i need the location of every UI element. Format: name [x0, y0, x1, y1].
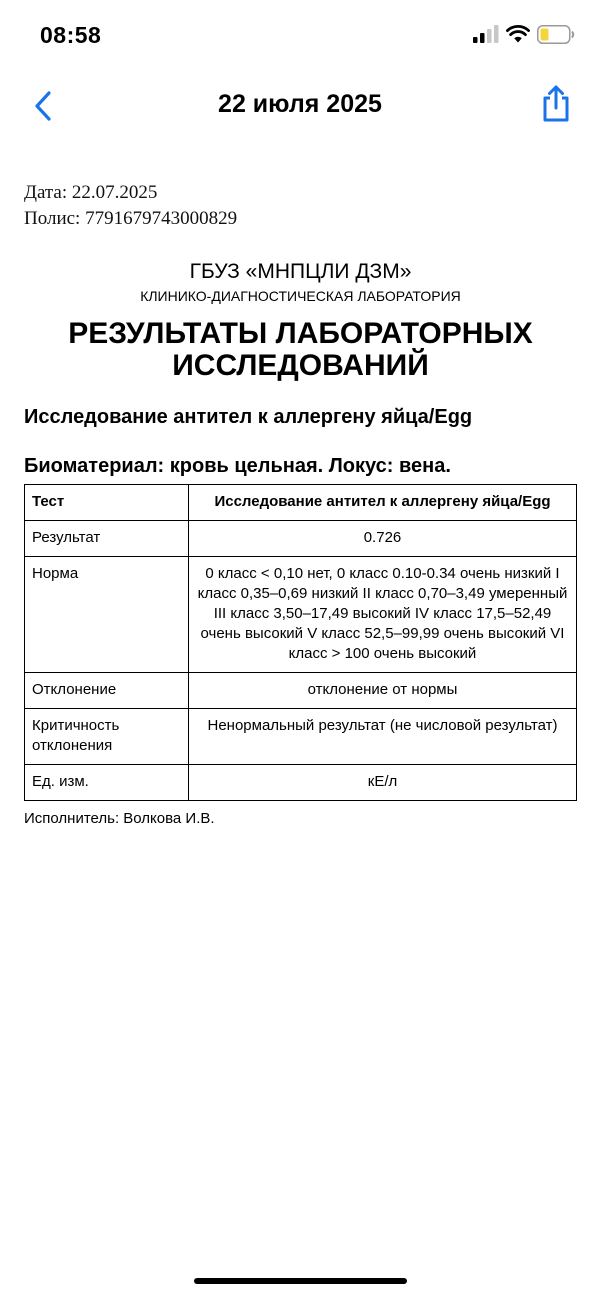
policy-number: Полис: 7791679743000829: [24, 208, 238, 229]
status-bar: [0, 0, 600, 70]
share-icon: [538, 84, 574, 124]
share-button[interactable]: [538, 84, 574, 124]
battery-icon: [537, 25, 575, 44]
status-time: 08:58: [40, 22, 102, 48]
results-table: [24, 484, 577, 801]
home-indicator[interactable]: [194, 1278, 407, 1284]
cellular-signal-icon: [473, 25, 499, 43]
executor-name: Исполнитель: Волкова И.В.: [24, 810, 215, 827]
lab-report-document: [24, 180, 577, 827]
row-value: кЕ/л: [189, 765, 577, 801]
row-value: 0 класс < 0,10 нет, 0 класс 0.10-0.34 очень низкий I класс 0,35–0,69 низкий II класс 0,70–3,49 умеренный III класс 3,50–17,49 высокий IV класс 17,5–52,49 очень высокий V класс 52,5–99,99 очень высокий VI класс > 100 очень высокий: [189, 557, 577, 673]
department-name: КЛИНИКО-ДИАГНОСТИЧЕСКАЯ ЛАБОРАТОРИЯ: [140, 288, 461, 304]
wifi-icon: [506, 24, 530, 43]
row-value: отклонение от нормы: [189, 673, 577, 709]
row-value: Ненормальный результат (не числовой результат): [189, 709, 577, 765]
table-row: [25, 765, 577, 801]
report-title: РЕЗУЛЬТАТЫ ЛАБОРАТОРНЫХ ИССЛЕДОВАНИЙ: [68, 317, 533, 382]
row-label: Ед. изм.: [25, 765, 189, 801]
header-value: Исследование антител к аллергену яйца/Egg: [189, 485, 577, 521]
table-row: [25, 709, 577, 765]
row-label: Норма: [25, 557, 189, 673]
table-row: [25, 521, 577, 557]
row-label: Критичность отклонения: [25, 709, 189, 765]
table-header-row: [25, 485, 577, 521]
navigation-bar: [0, 78, 600, 134]
organization-name: ГБУЗ «МНПЦЛИ ДЗМ»: [189, 260, 412, 283]
test-name: Исследование антител к аллергену яйца/Egg: [24, 406, 473, 428]
biomaterial-info: Биоматериал: кровь цельная. Локус: вена.: [24, 455, 451, 477]
row-label: Результат: [25, 521, 189, 557]
row-value: 0.726: [189, 521, 577, 557]
report-date: Дата: 22.07.2025: [24, 182, 158, 203]
page-title: 22 июля 2025: [218, 90, 382, 118]
table-row: [25, 673, 577, 709]
row-label: Отклонение: [25, 673, 189, 709]
table-row: [25, 557, 577, 673]
header-label: Тест: [25, 485, 189, 521]
